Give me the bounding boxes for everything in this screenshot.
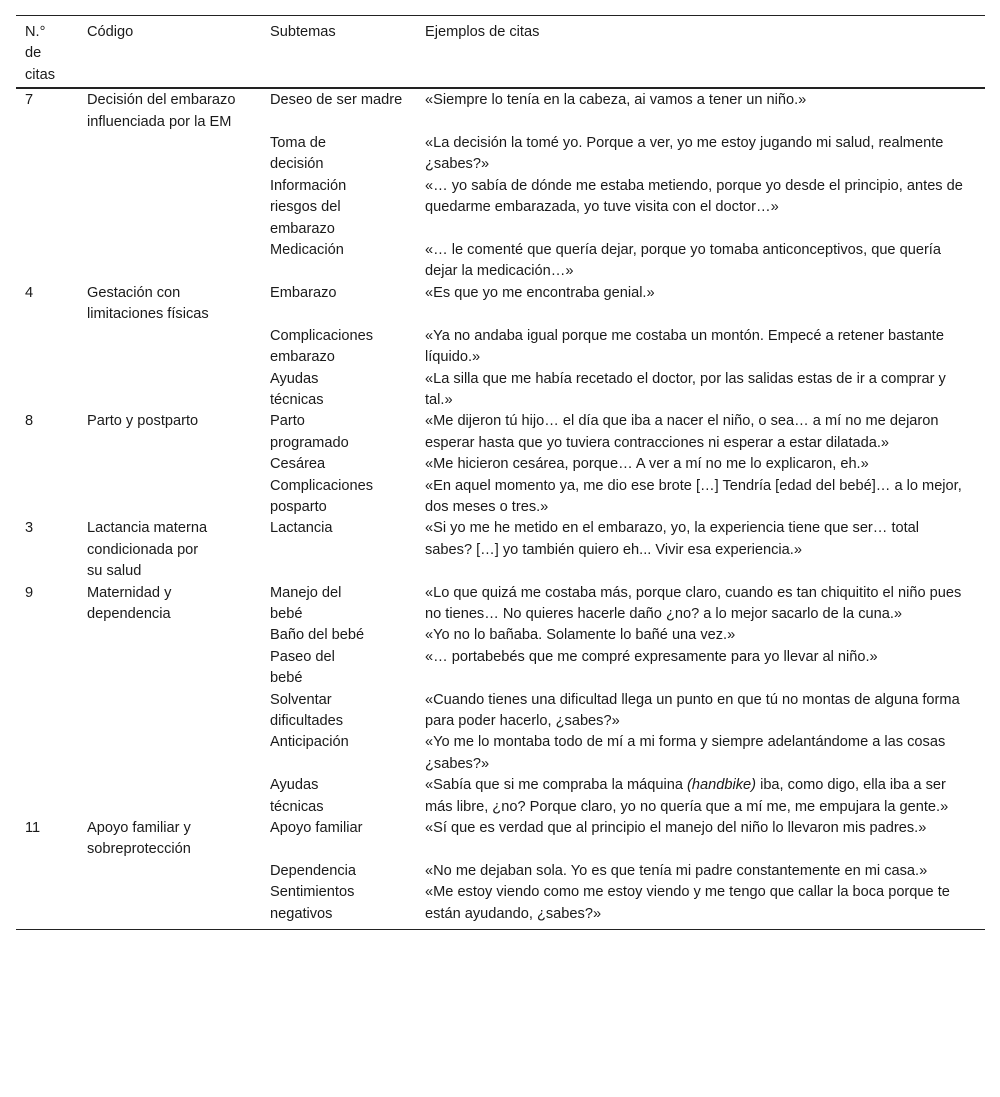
subtheme-cell: Toma de decisión	[270, 135, 326, 173]
subtheme-cell: Sentimientos negativos	[270, 884, 355, 922]
quote-cell: «Me estoy viendo como me estoy viendo y me tengo que callar la boca porque te están ayudando, ¿sabes?»	[425, 884, 950, 922]
quote-cell: «Me hicieron cesárea, porque… A ver a mí no me lo explicaron, eh.»	[425, 456, 869, 473]
table-row	[16, 732, 985, 775]
code-cell: Apoyo familiar y sobreprotección	[87, 820, 191, 858]
table-row	[16, 88, 985, 133]
code-cell: Decisión del embarazo influenciada por la EM	[87, 92, 236, 130]
table-row	[16, 454, 985, 475]
table-row	[16, 861, 985, 882]
subtheme-cell: Lactancia	[270, 520, 333, 537]
subtheme-cell: Anticipación	[270, 734, 349, 751]
subtheme-cell: Paseo del bebé	[270, 648, 335, 687]
quote-cell: «No me dejaban sola. Yo es que tenía mi padre constantemente en mi casa.»	[425, 862, 928, 879]
num-citations-cell: 7	[25, 92, 34, 109]
code-cell: Gestación con limitaciones físicas	[87, 284, 209, 323]
quote-italic-term: (handbike)	[687, 777, 757, 794]
subtheme-cell: Ayudas técnicas	[270, 777, 324, 815]
quote-cell: «Lo que quizá me costaba más, porque claro, cuando es tan chiquitito el niño pues no tienes… No quieres hacerle daño ¿no? a lo mejor sacarlo de la cuna.»	[425, 584, 962, 622]
quote-cell: «Yo me lo montaba todo de mí a mi forma y siempre adelantándome a las cosas ¿sabes?»	[425, 734, 946, 772]
subtheme-cell: Complicaciones posparto	[270, 477, 374, 515]
table-row	[16, 326, 985, 369]
subtheme-cell: Ayudas técnicas	[270, 370, 324, 408]
table-row	[16, 476, 985, 519]
quote-text: iba, como digo, ella iba a ser más libre, ¿no? Porque claro, yo no quería que a mí me, me empujara la gente.»	[425, 777, 949, 815]
quote-cell: «Cuando tienes una dificultad llega un punto en que tú no montas de alguna forma para poder hacerlo, ¿sabes?»	[425, 691, 960, 729]
quote-cell: «… le comenté que quería dejar, porque yo tomaba anticonceptivos, que quería dejar la medicación…»	[425, 242, 941, 280]
quote-cell: «En aquel momento ya, me dio ese brote […] Tendría [edad del bebé]… a lo mejor, dos meses o tres.»	[425, 477, 962, 515]
table-row	[16, 518, 985, 582]
table-row	[16, 283, 985, 326]
num-citations-cell: 3	[25, 520, 34, 537]
header-examples: Ejemplos de citas	[425, 24, 540, 40]
header-code: Código	[87, 24, 134, 40]
quote-cell: «Me dijeron tú hijo… el día que iba a nacer el niño, o sea… a mí no me dejaron esperar hasta que yo tuviera contracciones ni esperar a estar dilatada.»	[425, 413, 939, 451]
subtheme-cell: Manejo del bebé	[270, 584, 342, 622]
quote-cell: «… yo sabía de dónde me estaba metiendo, porque yo desde el principio, antes de quedarme embarazada, yo tuve visita con el doctor…»	[425, 177, 963, 216]
subtheme-cell: Solventar dificultades	[270, 691, 344, 729]
citations-table	[16, 15, 985, 930]
subtheme-cell: Embarazo	[270, 284, 337, 301]
table-row	[16, 583, 985, 626]
quote-cell: «Yo no lo bañaba. Solamente lo bañé una vez.»	[425, 627, 736, 644]
header-subthemes: Subtemas	[270, 24, 336, 40]
num-citations-cell: 8	[25, 413, 34, 430]
table-row	[16, 411, 985, 454]
table-row	[16, 176, 985, 240]
quote-cell: «Si yo me he metido en el embarazo, yo, la experiencia tiene que ser… total sabes? […] yo también quiero eh... Vivir esa experiencia.»	[425, 520, 920, 558]
quote-cell: «… portabebés que me compré expresamente para yo llevar al niño.»	[425, 648, 878, 665]
table-row	[16, 647, 985, 690]
subtheme-cell: Información riesgos del embarazo	[270, 177, 347, 237]
code-cell: Parto y postparto	[87, 413, 199, 430]
table-row	[16, 818, 985, 861]
subtheme-cell: Medicación	[270, 242, 344, 259]
quote-cell: «La decisión la tomé yo. Porque a ver, yo me estoy jugando mi salud, realmente ¿sabes?»	[425, 135, 944, 173]
subtheme-cell: Deseo de ser madre	[270, 92, 403, 109]
quote-cell: «Es que yo me encontraba genial.»	[425, 284, 655, 301]
table-row	[16, 882, 985, 929]
subtheme-cell: Baño del bebé	[270, 627, 365, 644]
quote-cell: «La silla que me había recetado el doctor, por las salidas estas de ir a comprar y tal.»	[425, 370, 946, 408]
header-num-label: N.° de citas	[25, 24, 56, 83]
num-citations-cell: 11	[25, 820, 41, 837]
header-num-citations	[16, 16, 78, 89]
subtheme-cell: Cesárea	[270, 456, 326, 473]
quote-text: «Sabía que si me compraba la máquina	[425, 777, 688, 794]
quote-cell: «Sí que es verdad que al principio el manejo del niño lo llevaron mis padres.»	[425, 820, 927, 837]
subtheme-cell: Apoyo familiar	[270, 820, 363, 837]
quote-cell	[416, 775, 985, 818]
subtheme-cell: Dependencia	[270, 862, 357, 879]
table-row	[16, 775, 985, 818]
table-row	[16, 240, 985, 283]
num-citations-cell: 4	[25, 284, 34, 301]
subtheme-cell: Complicaciones embarazo	[270, 327, 374, 366]
header-row	[16, 16, 985, 89]
table-row	[16, 625, 985, 646]
num-citations-cell: 9	[25, 584, 34, 601]
quote-cell: «Ya no andaba igual porque me costaba un montón. Empecé a retener bastante líquido.»	[425, 327, 944, 366]
code-cell: Maternidad y dependencia	[87, 584, 172, 622]
table-row	[16, 369, 985, 412]
code-cell: Lactancia materna condicionada por su salud	[87, 520, 208, 580]
quote-cell: «Siempre lo tenía en la cabeza, ai vamos a tener un niño.»	[425, 92, 807, 109]
subtheme-cell: Parto programado	[270, 413, 349, 451]
table-row	[16, 133, 985, 176]
table-row	[16, 690, 985, 733]
